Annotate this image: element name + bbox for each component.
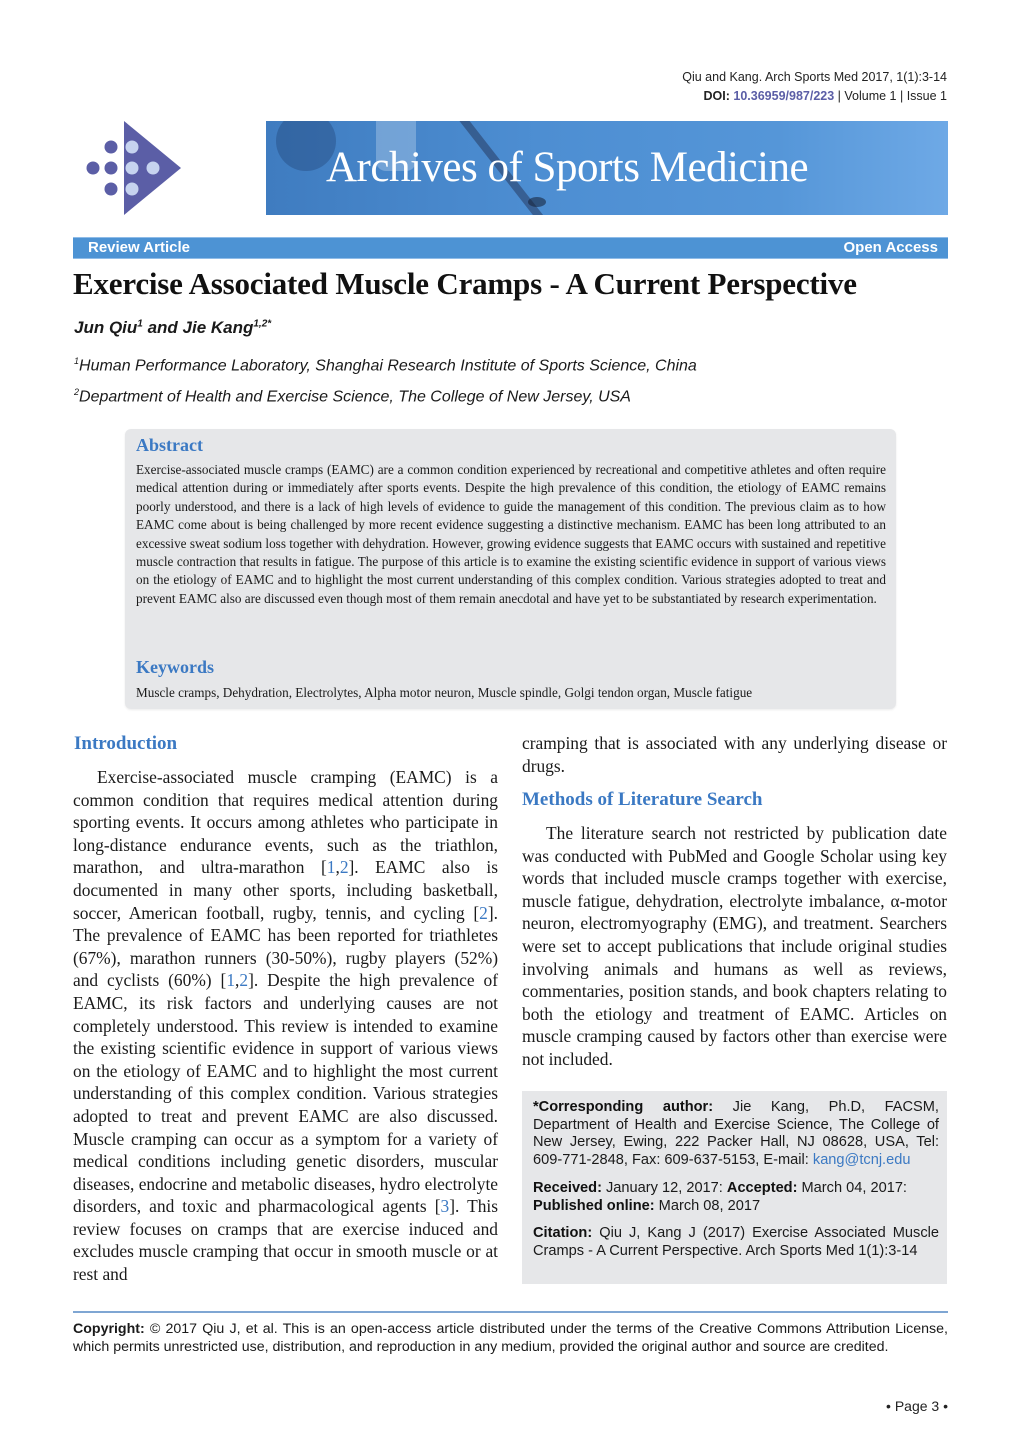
- corresponding-author-label: *Corresponding author:: [533, 1099, 714, 1115]
- volume-issue: | Volume 1 | Issue 1: [834, 89, 947, 103]
- journal-banner: [266, 121, 948, 215]
- citation-link[interactable]: 1: [226, 970, 236, 991]
- journal-citation-line: Qiu and Kang. Arch Sports Med 2017, 1(1):3-14: [682, 70, 947, 84]
- introduction-heading: Introduction: [74, 733, 178, 754]
- doi-link[interactable]: 10.36959/987/223: [733, 89, 835, 103]
- introduction-paragraph: [73, 766, 498, 1286]
- body-text: ,: [335, 857, 340, 878]
- doi-label: DOI:: [703, 89, 730, 103]
- published-label: Published online:: [533, 1197, 655, 1214]
- body-text: ]. Despite the high prevalence of EAMC, its risk factors and underlying causes are not completely understood. This review is intended to examine the existing scientific evidence in support of various views on the etiology of EAMC and to highlight the most current understanding of this complex condition. Various strategies adopted to treat and prevent EAMC are also discussed. Muscle cramping can occur as a symptom for a variety of medical conditions including genetic disorders, muscular diseases, endocrine and metabolic diseases, hydro electrolyte disorders, and toxic and pharmacological agents [: [73, 970, 499, 1217]
- body-text: ]. The prevalence of EAMC has been reported for triathletes (67%), marathon runners (30-50%), rugby players (52%) and cyclists (60%) [: [73, 902, 498, 991]
- article-title: Exercise Associated Muscle Cramps - A Current Perspective: [73, 266, 857, 301]
- affiliation-text: Human Performance Laboratory, Shanghai Research Institute of Sports Science, China: [79, 357, 697, 375]
- body-text: ]. EAMC also is documented in many other sports, including basketball, soccer, American football, rugby, tennis, and cycling [: [73, 857, 498, 923]
- introduction-body: [73, 766, 498, 1286]
- affiliation-number: 2: [74, 387, 80, 397]
- abstract-box: [125, 429, 896, 709]
- body-text: ]. This review focuses on cramps that are exercise induced and excludes muscle cramping that occur in smooth muscle or at rest and: [73, 1196, 498, 1285]
- copyright-notice: [73, 1320, 948, 1356]
- author-name: Jie Kang: [182, 318, 254, 337]
- introduction-continuation: [522, 732, 947, 777]
- journal-name: Archives of Sports Medicine: [326, 144, 809, 191]
- publication-dates: [533, 1180, 939, 1215]
- citation-link[interactable]: 1: [326, 857, 336, 878]
- running-head: [682, 68, 947, 106]
- article-type: Review Article: [88, 239, 190, 256]
- published-date: March 08, 2017: [654, 1197, 761, 1214]
- received-label: Received:: [533, 1180, 602, 1196]
- author-list: [74, 318, 271, 338]
- affiliation: [74, 387, 631, 406]
- corresponding-author-text: Jie Kang, Ph.D, FACSM, Department of Health and Exercise Science, The College of New Jersey, Ewing, 222 Packer Hall, NJ 08628, USA, Tel: 609-771-2848, Fax: 609-637-5153, E-mail:: [533, 1099, 939, 1168]
- corresponding-author: [533, 1099, 939, 1169]
- accepted-date: March 04, 2017:: [797, 1180, 907, 1196]
- continuation-text: cramping that is associated with any underlying disease or drugs.: [522, 733, 947, 776]
- citation-label: Citation:: [533, 1225, 593, 1241]
- citation-link[interactable]: 3: [440, 1196, 450, 1217]
- affiliation: [74, 356, 697, 375]
- author-affil-mark: 1: [137, 318, 143, 330]
- open-access-label: Open Access: [843, 239, 938, 256]
- copyright-text: © 2017 Qiu J, et al. This is an open-access article distributed under the terms of the Creative Commons Attribution License, which permits unrestricted use, distribution, and reproduction in any medium, provided the original author and source are credited.: [73, 1321, 948, 1356]
- abstract-text: Exercise-associated muscle cramps (EAMC) are a common condition experienced by recreational and competitive athletes and often require medical attention during or immediately after sports events. Despite the high prevalence of this condition, the etiology of EAMC remains poorly understood, and there is a lack of high levels of evidence to guide the management of this condition. The previous claim as to how EAMC come about is being challenged by more recent evidence suggesting a distinctive mechanism. EAMC has been long attributed to an excessive sweat sodium loss together with dehydration. However, growing evidence suggests that EAMC occurs with sustained and repetitive muscle contraction that results in fatigue. The purpose of this article is to examine the existing scientific evidence in support of various views on the etiology of EAMC and to highlight the most current understanding of this complex condition. Various strategies adopted to treat and prevent EAMC also are discussed even though most of them remain anecdotal and have yet to be substantiated by research experimentation.: [136, 462, 886, 606]
- affiliation-number: 1: [74, 356, 80, 366]
- citation-link[interactable]: 2: [239, 970, 249, 991]
- body-text: ,: [235, 970, 240, 991]
- citation-info: [533, 1225, 939, 1260]
- citation-link[interactable]: 2: [339, 857, 349, 878]
- accepted-label: Accepted:: [726, 1180, 798, 1196]
- article-type-bar: [73, 237, 948, 259]
- keywords-text: Muscle cramps, Dehydration, Electrolytes, Alpha motor neuron, Muscle spindle, Golgi tendon organ, Muscle fatigue: [136, 685, 753, 700]
- citation-text: Qiu J, Kang J (2017) Exercise Associated Muscle Cramps - A Current Perspective. Arch Sports Med 1(1):3-14: [533, 1225, 939, 1259]
- author-name: Jun Qiu: [74, 318, 138, 337]
- article-info-box: [522, 1091, 947, 1284]
- methods-paragraph: The literature search not restricted by publication date was conducted with PubMed and Google Scholar using key words that included muscle cramps together with exercise, muscle fatigue, dehydration, electrolyte imbalance, α-motor neuron, electromyography (EMG), and treatment. Searchers were set to accept publications that include original studies involving animals and humans as well as reviews, commentaries, position stands, and book chapters relating to both the etiology and treatment of EAMC. Articles on muscle cramping caused by factors other than exercise were not included.: [522, 823, 947, 1069]
- keywords-heading: Keywords: [136, 657, 214, 677]
- body-text: Exercise-associated muscle cramping (EAMC) is a common condition that requires medical attention during sporting events. It occurs among athletes who participate in long-distance endurance events, such as the triathlon, marathon, and ultra-marathon [: [73, 767, 498, 878]
- page-number: • Page 3 •: [886, 1398, 948, 1414]
- email-link[interactable]: kang@tcnj.edu: [812, 1151, 911, 1168]
- received-date: January 12, 2017:: [601, 1180, 727, 1196]
- hockey-puck-graphic: [528, 197, 546, 207]
- dots-arrow-logo-icon: [86, 120, 186, 216]
- footer-divider: [73, 1311, 948, 1313]
- author-connector: and: [142, 318, 183, 337]
- doi-line: [682, 87, 947, 106]
- citation-link[interactable]: 2: [479, 902, 488, 923]
- author-affil-mark: 1,2*: [253, 318, 272, 330]
- methods-body: [522, 822, 947, 1071]
- copyright-label: Copyright:: [73, 1321, 145, 1337]
- methods-heading: Methods of Literature Search: [522, 789, 763, 810]
- abstract-heading: Abstract: [136, 435, 203, 455]
- affiliation-text: Department of Health and Exercise Science, The College of New Jersey, USA: [79, 388, 631, 406]
